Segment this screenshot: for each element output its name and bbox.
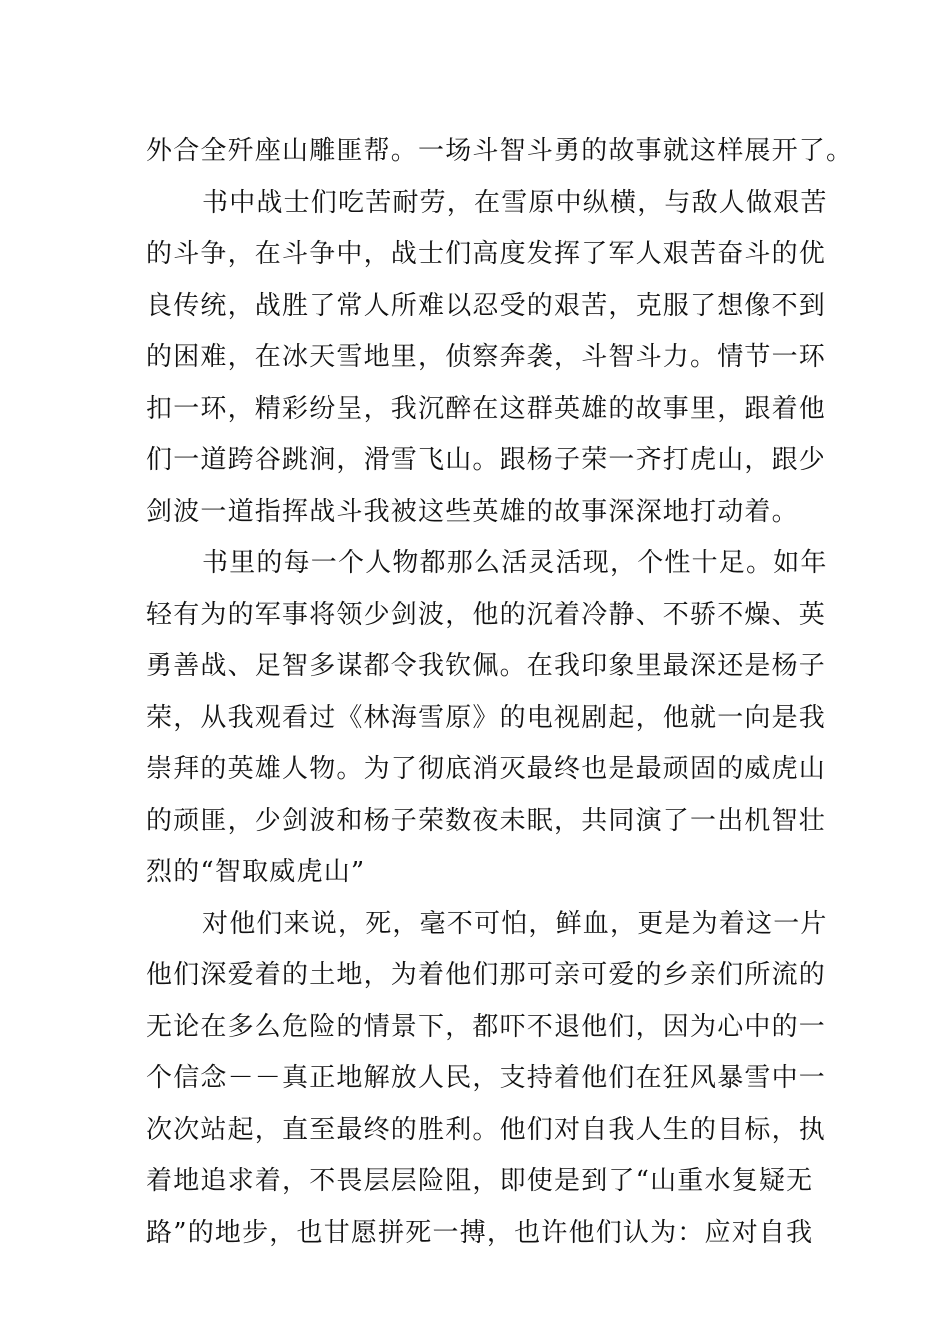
paragraph-first-line: 书中战士们吃苦耐劳，在雪原中纵横，与敌人做艰苦 [202,187,828,218]
paragraph-first-line: 对他们来说，死，毫不可怕，鲜血，更是为着这一片 [202,908,828,939]
text-line: 烈的“智取威虎山” [146,857,366,887]
text-line: 的困难，在冰天雪地里，侦察奔袭，斗智斗力。情节一环 [146,342,827,372]
text-line: 他们深爱着的土地，为着他们那可亲可爱的乡亲们所流的 [146,960,827,990]
text-line: 的顽匪，少剑波和杨子荣数夜未眠，共同演了一出机智壮 [146,805,827,836]
text-line: 荣，从我观看过《林海雪原》的电视剧起，他就一向是我 [146,702,827,733]
text-line: 的斗争，在斗争中，战士们高度发挥了军人艰苦奋斗的优 [146,239,827,269]
text-line: 路”的地步，也甘愿拼死一搏，也许他们认为：应对自我 [146,1217,814,1248]
text-line: 着地追求着，不畏层层险阻，即使是到了“山重水复疑无 [146,1166,814,1196]
text-line: 个信念－－真正地解放人民，支持着他们在狂风暴雪中一 [146,1063,827,1093]
body-text [146,126,854,1259]
paragraph-first-line: 书里的每一个人物都那么活灵活现，个性十足。如年 [202,548,828,578]
text-line: 崇拜的英雄人物。为了彻底消灭最终也是最顽固的威虎山 [146,754,827,784]
text-line: 轻有为的军事将领少剑波，他的沉着冷静、不骄不燥、英 [146,599,827,630]
text-line: 次次站起，直至最终的胜利。他们对自我人生的目标，执 [146,1114,827,1145]
text-line: 们一道跨谷跳涧，滑雪飞山。跟杨子荣一齐打虎山，跟少 [146,445,827,475]
text-line: 无论在多么危险的情景下，都吓不退他们，因为心中的一 [146,1011,827,1042]
text-line: 扣一环，精彩纷呈，我沉醉在这群英雄的故事里，跟着他 [146,393,827,424]
text-line: 外合全歼座山雕匪帮。一场斗智斗勇的故事就这样展开了。 [146,136,854,166]
text-line: 勇善战、足智多谋都令我钦佩。在我印象里最深还是杨子 [146,651,827,681]
text-line: 良传统，战胜了常人所难以忍受的艰苦，克服了想像不到 [146,290,827,321]
text-line: 剑波一道指挥战斗我被这些英雄的故事深深地打动着。 [146,496,799,527]
